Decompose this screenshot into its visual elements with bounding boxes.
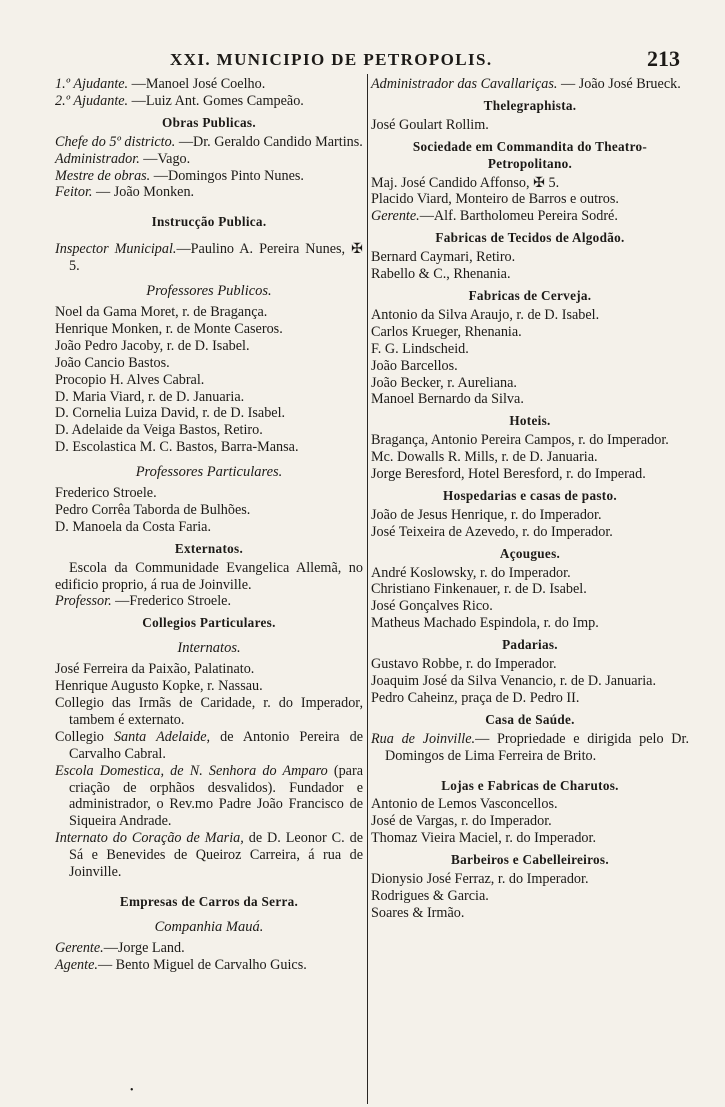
list-item: Pedro Corrêa Taborda de Bulhões. <box>55 501 251 518</box>
instrucao-heading: Instrucção Publica. <box>151 214 267 230</box>
hospedarias-heading: Hospedarias e casas de pasto. <box>443 487 617 503</box>
running-title: XXI. MUNICIPIO DE PETROPOLIS. <box>170 50 493 69</box>
professor-entry: Professor. —Frederico Stroele. <box>55 593 231 610</box>
list-item: Maj. José Candido Affonso, ✠ 5. <box>371 174 560 191</box>
barbeiros-heading: Barbeiros e Cabelleireiros. <box>451 852 609 868</box>
page-number: 213 <box>647 46 680 71</box>
empresas-heading: Empresas de Carros da Serra. <box>119 893 299 909</box>
inspector-entry: Inspector Municipal.—Paulino A. Pereira Nunes, ✠ 5. <box>55 241 363 275</box>
gerente-entry: Gerente.—Jorge Land. <box>55 939 185 956</box>
ajudante-2-entry: 2.º Ajudante. —Luiz Ant. Gomes Campeão. <box>55 92 304 109</box>
escola-domestica-entry: Escola Domestica, de N. Senhora do Amparo (para criação de orphãos desvalidos). Fundador e administrador, o Rev.mo Padre João Francisco de Siqueira Andrade. <box>55 762 363 830</box>
list-item: Dionysio José Ferraz, r. do Imperador. <box>371 871 589 888</box>
feitor-entry: Feitor. — João Monken. <box>55 184 195 201</box>
list-item: Soares & Irmão. <box>371 904 465 921</box>
professores-particulares-heading: Professores Particulares. <box>135 464 283 481</box>
internatos-heading: Internatos. <box>177 640 241 657</box>
list-item: João Cancio Bastos. <box>55 354 170 371</box>
list-item: José de Vargas, r. do Imperador. <box>371 813 552 830</box>
ajudante-1-entry: 1.º Ajudante. —Manoel José Coelho. <box>55 76 266 92</box>
list-item: Matheus Machado Espindola, r. do Imp. <box>371 615 599 632</box>
list-item: D. Cornelia Luiza David, r. de D. Isabel. <box>55 405 286 422</box>
coracao-entry: Internato do Coração de Maria, de D. Leonor C. de Sá e Benevides de Queiroz Carreira, á rua de Joinville. <box>55 830 363 881</box>
list-item: Noel da Gama Moret, r. de Bragança. <box>55 303 268 320</box>
hoteis-heading: Hoteis. <box>509 413 551 429</box>
list-item: José Teixeira de Azevedo, r. do Imperador. <box>371 523 613 540</box>
maua-heading: Companhia Mauá. <box>154 918 264 935</box>
collegios-heading: Collegios Particulares. <box>142 615 276 631</box>
column-divider <box>367 74 368 1104</box>
list-item: D. Maria Viard, r. de D. Januaria. <box>55 388 245 405</box>
list-item: Thomaz Vieira Maciel, r. do Imperador. <box>371 830 597 847</box>
right-column <box>371 76 689 922</box>
administrador-cavallaricas-entry: Administrador das Cavallariças. — João José Brueck. <box>371 76 681 92</box>
cerveja-heading: Fabricas de Cerveja. <box>468 287 592 303</box>
padarias-heading: Padarias. <box>502 637 558 653</box>
list-item: André Koslowsky, r. do Imperador. <box>371 564 571 581</box>
page-header <box>0 46 725 74</box>
list-item: Christiano Finkenauer, r. de D. Isabel. <box>371 581 587 598</box>
list-item: Rodrigues & Garcia. <box>371 887 489 904</box>
externatos-heading: Externatos. <box>174 540 244 556</box>
list-item: Henrique Augusto Kopke, r. Nassau. <box>55 678 263 695</box>
casa-saude-entry: Rua de Joinville.— Propriedade e dirigida pelo Dr. Domingos de Lima Ferreira de Brito. <box>371 730 689 764</box>
list-item: Joaquim José da Silva Venancio, r. de D. Januaria. <box>371 673 657 689</box>
santa-adelaide-entry: Collegio Santa Adelaide, de Antonio Pereira de Carvalho Cabral. <box>55 728 364 762</box>
list-item: Bragança, Antonio Pereira Campos, r. do Imperador. <box>371 432 669 449</box>
professores-publicos-heading: Professores Publicos. <box>146 283 272 300</box>
list-item: Henrique Monken, r. de Monte Caseros. <box>55 320 283 337</box>
thelegraphista-heading: Thelegraphista. <box>483 97 577 113</box>
casa-saude-heading: Casa de Saúde. <box>485 711 575 727</box>
list-item: João Barcellos. <box>371 357 458 374</box>
list-item: Jorge Beresford, Hotel Beresford, r. do Imperad. <box>371 466 646 483</box>
list-item: Gustavo Robbe, r. do Imperador. <box>371 656 557 673</box>
acougues-heading: Açougues. <box>499 545 561 561</box>
list-item: Rabello & C., Rhenania. <box>371 266 511 283</box>
footer-mark: • <box>130 1085 134 1096</box>
left-column <box>55 76 363 974</box>
list-item: Carlos Krueger, Rhenania. <box>371 323 522 340</box>
list-item: D. Manoela da Costa Faria. <box>55 518 212 535</box>
sociedade-heading: Sociedade em Commandita do Theatro-Petropolitano. <box>412 138 648 171</box>
list-item: Mc. Dowalls R. Mills, r. de D. Januaria. <box>371 449 598 466</box>
list-item: José Gonçalves Rico. <box>371 598 493 615</box>
administrador-entry: Administrador. —Vago. <box>55 150 191 167</box>
list-item: D. Escolastica M. C. Bastos, Barra-Mansa. <box>55 439 299 456</box>
list-item: Placido Viard, Monteiro de Barros e outros. <box>371 191 619 208</box>
list-item: F. G. Lindscheid. <box>371 340 469 357</box>
mestre-entry: Mestre de obras. —Domingos Pinto Nunes. <box>55 167 304 184</box>
list-item: José Goulart Rollim. <box>371 116 489 133</box>
charutos-heading: Lojas e Fabricas de Charutos. <box>441 777 619 793</box>
sociedade-gerente-entry: Gerente.—Alf. Bartholomeu Pereira Sodré. <box>371 208 618 225</box>
list-item: D. Adelaide da Veiga Bastos, Retiro. <box>55 422 263 439</box>
chefe-entry: Chefe do 5º districto. —Dr. Geraldo Candido Martins. <box>55 133 363 150</box>
list-item: João Pedro Jacoby, r. de D. Isabel. <box>55 337 250 354</box>
list-item: Frederico Stroele. <box>55 485 157 502</box>
externato-entry: Escola da Communidade Evangelica Allemã, no edificio proprio, á rua de Joinville. <box>55 559 363 593</box>
list-item: Procopio H. Alves Cabral. <box>55 371 205 388</box>
list-item: Bernard Caymari, Retiro. <box>371 249 516 266</box>
list-item: Antonio da Silva Araujo, r. de D. Isabel. <box>371 306 600 323</box>
list-item: Pedro Caheinz, praça de D. Pedro II. <box>371 689 580 706</box>
list-item: Collegio das Irmãs de Caridade, r. do Imperador, tambem é externato. <box>55 695 363 728</box>
list-item: João Becker, r. Aureliana. <box>371 374 517 391</box>
list-item: Manoel Bernardo da Silva. <box>371 391 524 408</box>
list-item: Antonio de Lemos Vasconcellos. <box>371 796 558 813</box>
obras-publicas-heading: Obras Publicas. <box>162 114 256 130</box>
list-item: José Ferreira da Paixão, Palatinato. <box>55 661 255 678</box>
fabricas-tecidos-heading: Fabricas de Tecidos de Algodão. <box>435 230 625 246</box>
list-item: João de Jesus Henrique, r. do Imperador. <box>371 506 602 523</box>
agente-entry: Agente.— Bento Miguel de Carvalho Guics. <box>55 956 307 973</box>
